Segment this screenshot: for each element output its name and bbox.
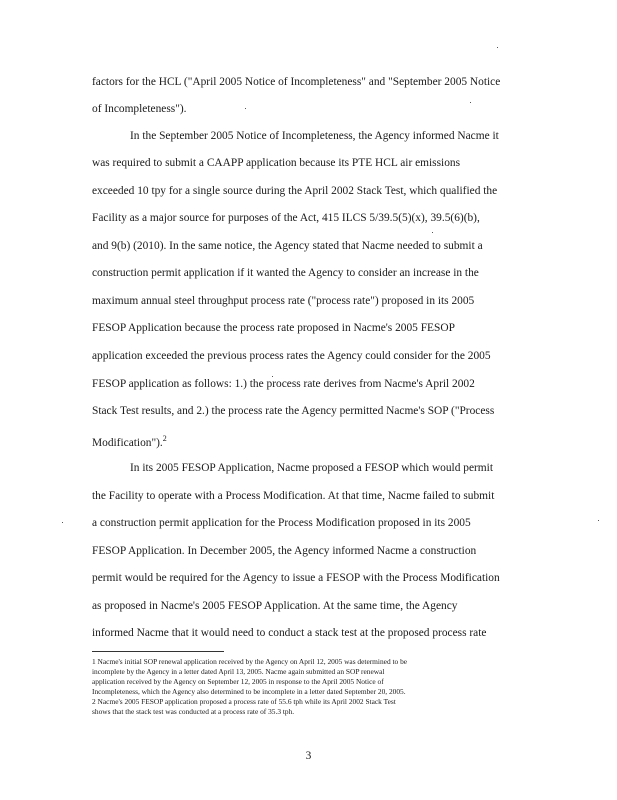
body-line-20: as proposed in Nacme's 2005 FESOP Application. At the same time, the Agency: [92, 600, 458, 612]
scan-speck: [62, 522, 63, 523]
body-line-19: permit would be required for the Agency to issue a FESOP with the Process Modification: [92, 572, 500, 584]
footnote-line-6: shows that the stack test was conducted at a process rate of 35.3 tph.: [92, 707, 295, 716]
footnote-line-3: application received by the Agency on September 12, 2005 in response to the April 2005 Notice of: [92, 677, 384, 686]
body-line-12: FESOP application as follows: 1.) the process rate derives from Nacme's April 2002: [92, 378, 475, 390]
body-line-8: construction permit application if it wanted the Agency to consider an increase in the: [92, 267, 479, 279]
body-line-2: of Incompleteness").: [92, 103, 187, 115]
body-line-1: factors for the HCL ("April 2005 Notice of Incompleteness" and "September 2005 Notice: [92, 76, 501, 88]
footnote-separator: [92, 651, 224, 652]
body-line-10: FESOP Application because the process rate proposed in Nacme's 2005 FESOP: [92, 322, 455, 334]
footnote-line-4: Incompleteness, which the Agency also determined to be incomplete in a letter dated September 20, 2005.: [92, 687, 406, 696]
body-line-5: exceeded 10 tpy for a single source during the April 2002 Stack Test, which qualified the: [92, 185, 498, 197]
footnote-line-1: 1 Nacme's initial SOP renewal application received by the Agency on April 12, 2005 was determined to be: [92, 657, 408, 666]
scan-speck: [245, 108, 246, 109]
scan-speck: [470, 102, 471, 103]
body-line-21: informed Nacme that it would need to conduct a stack test at the proposed process rate: [92, 627, 487, 639]
body-line-6: Facility as a major source for purposes of the Act, 415 ILCS 5/39.5(5)(x), 39.5(6)(b),: [92, 212, 480, 224]
body-line-16: the Facility to operate with a Process Modification. At that time, Nacme failed to submit: [92, 490, 495, 502]
body-line-4: was required to submit a CAAPP application because its PTE HCL air emissions: [92, 157, 461, 169]
body-line-14-text: Modification").: [92, 436, 163, 449]
body-line-18: FESOP Application. In December 2005, the Agency informed Nacme a construction: [92, 545, 477, 557]
paragraph-3-line-1: In its 2005 FESOP Application, Nacme proposed a FESOP which would permit: [130, 462, 493, 474]
footnote-line-2: incomplete by the Agency in a letter dated April 13, 2005. Nacme again submitted an SOP renewal: [92, 667, 385, 676]
body-line-11: application exceeded the previous process rates the Agency could consider for the 2005: [92, 350, 491, 362]
footnote-line-5: 2 Nacme's 2005 FESOP application proposed a process rate of 55.6 tph while its April 2002 Stack Test: [92, 697, 396, 706]
body-line-17: a construction permit application for the Process Modification proposed in its 2005: [92, 517, 471, 529]
paragraph-2-line-1: In the September 2005 Notice of Incompleteness, the Agency informed Nacme it: [130, 130, 499, 142]
body-line-7: and 9(b) (2010). In the same notice, the Agency stated that Nacme needed to submit a: [92, 240, 483, 252]
body-line-9: maximum annual steel throughput process rate ("process rate") proposed in its 2005: [92, 295, 475, 307]
footnote-ref-2: 2: [162, 434, 167, 443]
scan-speck: [272, 376, 273, 377]
page-number: 3: [305, 750, 312, 762]
scan-speck: [432, 232, 433, 233]
body-line-14: [92, 432, 167, 450]
scan-speck: [598, 520, 599, 521]
scan-speck: [497, 47, 498, 48]
body-line-13: Stack Test results, and 2.) the process rate the Agency permitted Nacme's SOP ("Process: [92, 405, 495, 417]
